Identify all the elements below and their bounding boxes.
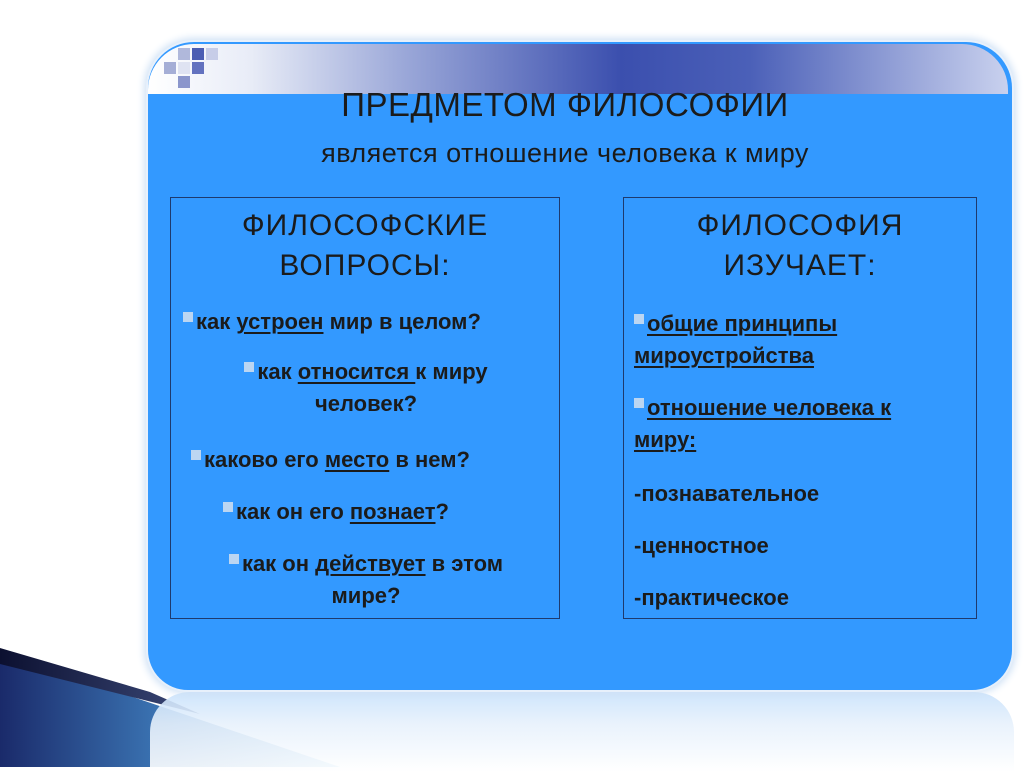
list-item: каково его место в нем?: [191, 444, 470, 476]
philosophical-questions-box: [170, 197, 560, 619]
slide-title: ПРЕДМЕТОМ ФИЛОСОФИИ: [341, 86, 789, 123]
list-item: общие принципы мироустройства: [634, 311, 838, 368]
list-item: как он действует в этом мире?: [181, 548, 551, 612]
left-heading-line1: ФИЛОСОФСКИЕ: [241, 209, 489, 242]
left-box-heading: [171, 206, 559, 286]
right-box-heading: [624, 206, 976, 286]
list-item: отношение человека к миру:: [634, 395, 892, 452]
square-bullet-icon: [634, 314, 644, 324]
square-bullet-icon: [229, 554, 239, 564]
slide-subtitle: является отношение человека к миру: [321, 138, 809, 168]
list-item: как он его познает?: [223, 496, 449, 528]
philosophy-studies-box: [623, 197, 977, 619]
list-item: как относится к миру человек?: [181, 356, 551, 420]
square-bullet-icon: [634, 398, 644, 408]
right-heading-line2: ИЗУЧАЕТ:: [723, 249, 877, 282]
sub-item: -познавательное: [634, 481, 820, 506]
list-item: как устроен мир в целом?: [183, 306, 481, 338]
square-bullet-icon: [244, 362, 254, 372]
sub-item: -ценностное: [634, 533, 769, 558]
square-bullet-icon: [223, 502, 233, 512]
square-bullet-icon: [183, 312, 193, 322]
sub-item: -практическое: [634, 585, 789, 610]
square-bullet-icon: [191, 450, 201, 460]
right-heading-line1: ФИЛОСОФИЯ: [696, 209, 904, 242]
panel-reflection: [150, 692, 1014, 772]
left-heading-line2: ВОПРОСЫ:: [279, 249, 451, 282]
